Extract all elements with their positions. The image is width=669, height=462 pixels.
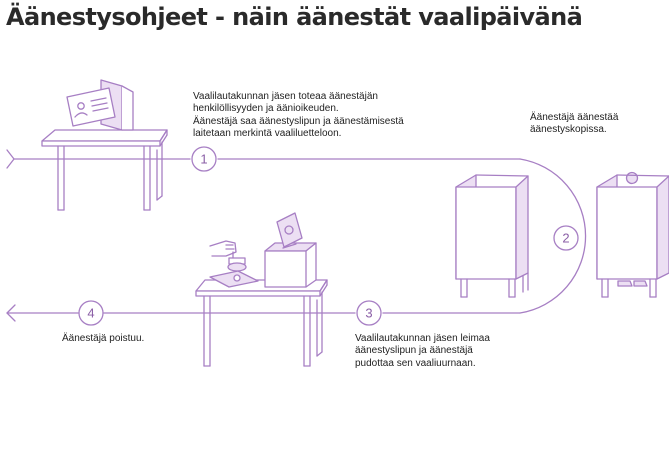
voter-feet-icon	[618, 281, 632, 286]
id-card-icon	[67, 80, 133, 130]
step-3-line: Vaalilautakunnan jäsen leimaa	[355, 333, 490, 344]
entry-chevron-icon	[7, 150, 14, 168]
step-3-line: pudottaa sen vaaliuurnaan.	[355, 357, 476, 369]
step-1-line: henkilöllisyyden ja äänioikeuden.	[193, 103, 339, 115]
stamp-icon	[210, 241, 258, 287]
step-3-line: äänestyslipun ja äänestäjä	[355, 345, 473, 357]
ballot-box-icon	[265, 213, 316, 287]
step-number-4: 4	[87, 305, 95, 321]
step-number-2: 2	[562, 230, 570, 246]
step-circle-4	[79, 301, 103, 325]
step-number-1: 1	[200, 151, 208, 167]
step-4-line: Äänestäjä poistuu.	[62, 333, 145, 344]
step-circle-3	[357, 301, 381, 325]
step-2-line: Äänestäjä äänestää	[530, 112, 619, 123]
step-circle-2	[554, 226, 578, 250]
voter-head-icon	[627, 173, 638, 184]
page-title: Äänestysohjeet - näin äänestät vaalipäivänä	[6, 3, 583, 31]
occupied-voting-booth-icon	[597, 173, 669, 298]
step-2-line: äänestyskopissa.	[530, 124, 607, 136]
step-1-line: Vaalilautakunnan jäsen toteaa äänestäjän	[193, 91, 378, 102]
step-number-3: 3	[365, 305, 373, 321]
ballot-paper-icon	[277, 213, 302, 247]
step-circle-1	[192, 147, 216, 171]
registration-table	[42, 130, 167, 210]
step-1-line: laitetaan merkintä vaaliluetteloon.	[193, 127, 342, 139]
step-1-line: Äänestäjä saa äänestyslipun ja äänestämisestä	[193, 115, 404, 127]
voting-booth-icon	[456, 175, 528, 297]
ballot-table	[196, 280, 327, 366]
